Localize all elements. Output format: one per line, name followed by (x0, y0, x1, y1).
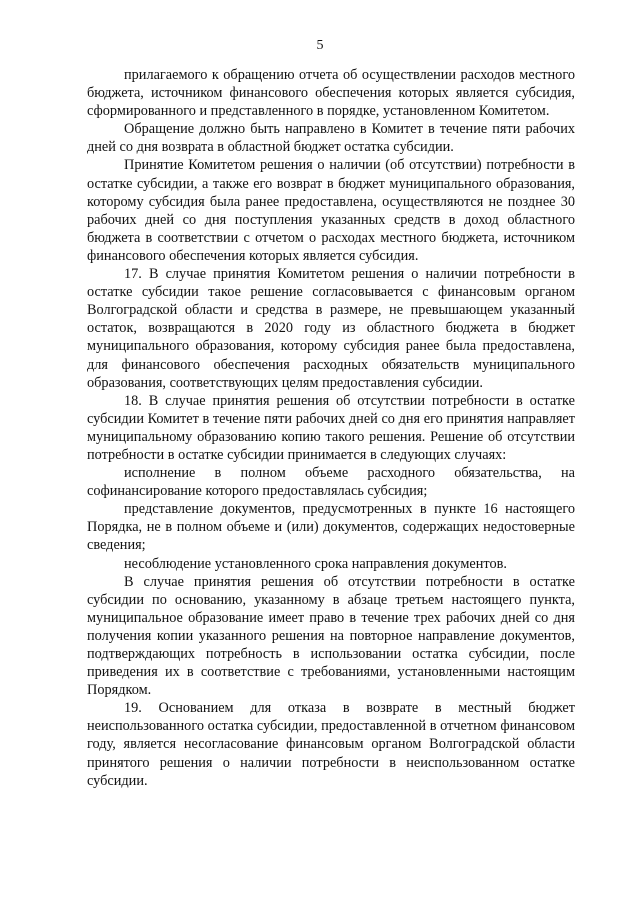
page-number: 5 (316, 38, 324, 53)
paragraph-case-deadline-violation: несоблюдение установленного срока направления документов. (124, 555, 507, 572)
paragraph-resubmission-right: В случае принятия решения об отсутствии потребности в остатке субсидии по основанию, указанному в абзаце третьем настоящего пункта, муниципальное образование имеет право в течение трех рабочих дней со дня получения копии указанного решения на повторное направление документов, подтверждающих потребность в использовании остатка субсидии, после приведения их в соответствие с требованиями, установленными настоящим Порядком. (87, 573, 575, 699)
paragraph-item-17: 17. В случае принятия Комитетом решения о наличии потребности в остатке субсидии такое решение согласовывается с финансовым органом Волгоградской области и средства в размере, не превышающем указанный остаток, возвращаются в 2020 году из областного бюджета в бюджет муниципального образования, которому субсидия ранее была предоставлена, для финансового обеспечения расходных обязательств муниципального образования, соответствующих целям предоставления субсидии. (87, 266, 575, 391)
paragraph-case-full-execution: исполнение в полном объеме расходного обязательства, на софинансирование которого предоставлялась субсидия; (87, 465, 575, 500)
document-body (87, 66, 575, 790)
paragraph-item-19: 19. Основанием для отказа в возврате в местный бюджет неиспользованного остатка субсидии, предоставленной в отчетном финансовом году, является несогласование финансовым органом Волгоградской области принятого решения о наличии потребности в неиспользованном остатке субсидии. (87, 700, 575, 789)
paragraph-item-18: 18. В случае принятия решения об отсутствии потребности в остатке субсидии Комитет в течение пяти рабочих дней со дня его принятия направляет муниципальному образованию копию такого решения. Решение об отсутствии потребности в остатке субсидии принимается в следующих случаях: (87, 392, 575, 463)
paragraph-case-incomplete-documents: представление документов, предусмотренных в пункте 16 настоящего Порядка, не в полном объеме и (или) документов, содержащих недостоверные сведения; (87, 501, 575, 554)
paragraph-report-continuation: прилагаемого к обращению отчета об осуществлении расходов местного бюджета, источником финансового обеспечения которых является субсидия, сформированного и представленного в порядке, установленном Комитетом. (87, 67, 575, 120)
paragraph-appeal-deadline: Обращение должно быть направлено в Комитет в течение пяти рабочих дней со дня возврата в областной бюджет остатка субсидии. (87, 121, 575, 156)
paragraph-decision-timing: Принятие Комитетом решения о наличии (об отсутствии) потребности в остатке субсидии, а также его возврат в бюджет муниципального образования, которому субсидия была ранее предоставлена, осуществляются не позднее 30 рабочих дней со дня поступления указанных средств в доход областного бюджета в соответствии с отчетом о расходах местного бюджета, источником финансового обеспечения которых является субсидия. (87, 157, 575, 264)
